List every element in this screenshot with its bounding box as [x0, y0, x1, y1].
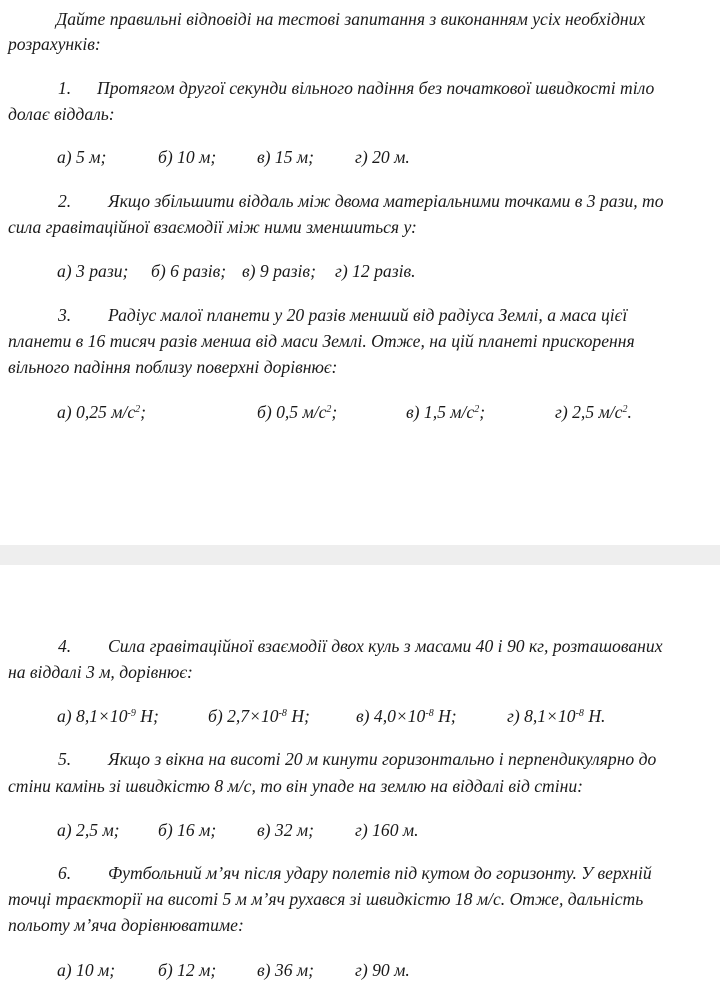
answer-option-d: г) 160 м. — [355, 820, 419, 840]
answer-option-b: б) 16 м; — [158, 820, 217, 840]
answer-option-d: г) 90 м. — [355, 960, 410, 980]
answer-option-b: б) 6 разів; — [151, 261, 227, 281]
question-text-line: Радіус малої планети у 20 разів менший від радіуса Землі, а маса цієї — [108, 305, 628, 325]
answer-option-b: б) 12 м; — [158, 960, 217, 980]
answer-option-d: г) 2,5 $м/с^2$. — [555, 402, 632, 422]
answer-option-a: а) 3 рази; — [57, 261, 129, 281]
answer-option-a: а) 0,25 $м/с^2$; — [57, 402, 147, 422]
answer-option-d: г) 12 разів. — [335, 261, 416, 281]
answer-option-d: г) 20 м. — [355, 147, 410, 167]
question-text-line: Якщо збільшити віддаль між двома матеріальними точками в 3 рази, то — [108, 191, 664, 211]
question-text-line: долає віддаль: — [8, 104, 115, 124]
question-text-line: польоту м’яча дорівнюватиме: — [8, 915, 244, 935]
answer-option-c: в) 9 разів; — [242, 261, 316, 281]
question-text-line: сила гравітаційної взаємодії між ними зменшиться у: — [8, 217, 417, 237]
intro-line-1: Дайте правильні відповіді на тестові запитання з виконанням усіх необхідних — [56, 9, 646, 29]
question-text-line: точці траєкторії на висоті 5 м м’яч рухався зі швидкістю 18 м/с. Отже, дальність — [8, 889, 644, 909]
page-separator — [0, 545, 720, 565]
question-text-line: Футбольний м’яч після удару полетів під кутом до горизонту. У верхній — [108, 863, 652, 883]
answer-option-c: в) $4,0\times 10^{-8}$ Н; — [356, 706, 457, 726]
question-text-line: вільного падіння поблизу поверхні дорівнює: — [8, 357, 338, 377]
answer-option-b: б) 0,5 $м/с^2$; — [257, 402, 338, 422]
question-number: 1. — [58, 78, 72, 98]
answer-option-b: б) 10 м; — [158, 147, 217, 167]
answer-option-a: а) 10 м; — [57, 960, 116, 980]
answer-option-a: а) 5 м; — [57, 147, 107, 167]
answer-option-c: в) 1,5 $м/с^2$; — [406, 402, 486, 422]
question-text-line: Протягом другої секунди вільного падіння без початкової швидкості тіло — [97, 78, 655, 98]
question-text-line: стіни камінь зі швидкістю 8 м/с, то він упаде на землю на віддалі від стіни: — [8, 776, 584, 796]
question-number: 6. — [58, 863, 72, 883]
question-text-line: Якщо з вікна на висоті 20 м кинути горизонтально і перпендикулярно до — [108, 749, 657, 769]
answer-option-d: г) $8,1\times 10^{-8}$ Н. — [507, 706, 606, 726]
question-number: 2. — [58, 191, 72, 211]
answer-option-b: б) $2,7\times 10^{-8}$ Н; — [208, 706, 310, 726]
answer-option-a: а) $8,1\times 10^{-9}$ Н; — [57, 706, 159, 726]
question-number: 5. — [58, 749, 72, 769]
question-number: 4. — [58, 636, 72, 656]
document-page-2 — [0, 565, 720, 1005]
intro-line-2: розрахунків: — [8, 34, 101, 54]
question-number: 3. — [58, 305, 72, 325]
question-text-line: Сила гравітаційної взаємодії двох куль з масами 40 і 90 кг, розташованих — [108, 636, 663, 656]
question-text-line: на віддалі 3 м, дорівнює: — [8, 662, 193, 682]
answer-option-c: в) 15 м; — [257, 147, 314, 167]
question-text-line: планети в 16 тисяч разів менша від маси Землі. Отже, на цій планеті прискорення — [8, 331, 635, 351]
answer-option-c: в) 32 м; — [257, 820, 314, 840]
answer-option-c: в) 36 м; — [257, 960, 314, 980]
answer-option-a: а) 2,5 м; — [57, 820, 120, 840]
